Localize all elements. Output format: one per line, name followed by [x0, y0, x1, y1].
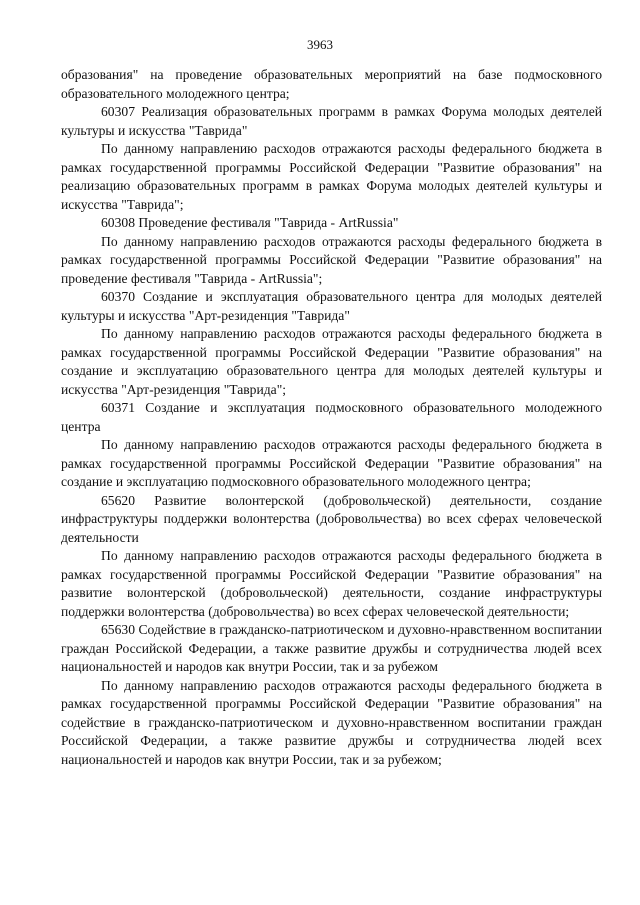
- paragraph-body: По данному направлению расходов отражаются расходы федерального бюджета в рамках государственной программы Российской Федерации "Развитие образования" на создание и эксплуатацию образовательного центра для молодых деятелей культуры и искусства "Арт-резиденция "Таврида";: [61, 326, 602, 397]
- paragraph-body: По данному направлению расходов отражаются расходы федерального бюджета в рамках государственной программы Российской Федерации "Развитие образования" на проведение фестиваля "Таврида - ArtRussia";: [61, 233, 602, 286]
- paragraph-body: По данному направлению расходов отражаются расходы федерального бюджета в рамках государственной программы Российской Федерации "Развитие образования" на развитие волонтерской (добровольческой) деятельности, создание инфраструктуры поддержки волонтерства (добровольчества) во всех сферах человеческой деятельности;: [61, 548, 602, 619]
- paragraph-heading-60307: 60307 Реализация образовательных программ в рамках Форума молодых деятелей культуры и искусства "Таврида": [61, 104, 602, 138]
- paragraph-heading-60370: 60370 Создание и эксплуатация образовательного центра для молодых деятелей культуры и искусства "Арт-резиденция "Таврида": [61, 289, 602, 323]
- paragraph-heading-60371: 60371 Создание и эксплуатация подмосковного образовательного молодежного центра: [61, 400, 602, 434]
- paragraph-body: По данному направлению расходов отражаются расходы федерального бюджета в рамках государственной программы Российской Федерации "Развитие образования" на содействие в гражданско-патриотическом и духовно-нравственном воспитании граждан Российской Федерации, а также развитие дружбы и сотрудничества людей всех национальностей и народов как внутри России, так и за рубежом;: [61, 677, 602, 767]
- paragraph-heading-60308: 60308 Проведение фестиваля "Таврида - ArtRussia": [101, 215, 399, 230]
- paragraph-heading-65630: 65630 Содействие в гражданско-патриотическом и духовно-нравственном воспитании граждан Российской Федерации, а также развитие дружбы и сотрудничества людей всех национальностей и народов как внутри России, так и за рубежом: [61, 622, 602, 674]
- document-body: [61, 66, 602, 769]
- paragraph-body: По данному направлению расходов отражаются расходы федерального бюджета в рамках государственной программы Российской Федерации "Развитие образования" на создание и эксплуатацию подмосковного образовательного молодежного центра;: [61, 437, 602, 489]
- paragraph-continuation: образования" на проведение образовательных мероприятий на базе подмосковного образовательного молодежного центра;: [61, 67, 602, 101]
- paragraph-heading-65620: 65620 Развитие волонтерской (добровольческой) деятельности, создание инфраструктуры поддержки волонтерства (добровольчества) во всех сферах человеческой деятельности: [61, 492, 602, 545]
- paragraph-body: По данному направлению расходов отражаются расходы федерального бюджета в рамках государственной программы Российской Федерации "Развитие образования" на реализацию образовательных программ в рамках Форума молодых деятелей культуры и искусства "Таврида";: [61, 141, 602, 212]
- page-number: 3963: [307, 37, 333, 52]
